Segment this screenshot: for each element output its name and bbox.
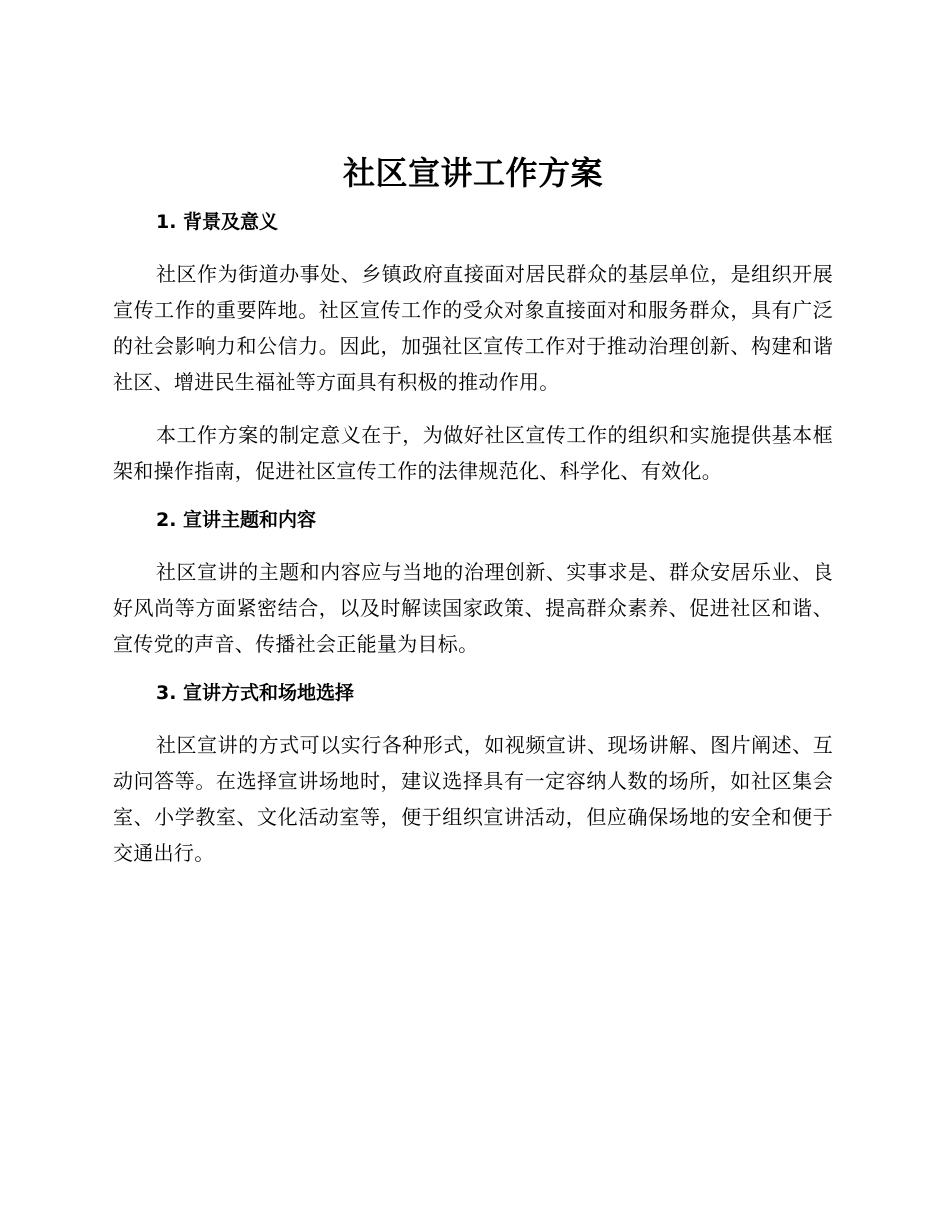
section-heading: 3. 宣讲方式和场地选择 — [156, 682, 355, 704]
paragraph: 社区宣讲的主题和内容应与当地的治理创新、实事求是、群众安居乐业、良好风尚等方面紧密结合，以及时解读国家政策、提高群众素养、促进社区和谐、宣传党的声音、传播社会正能量为目标。 — [113, 560, 833, 656]
paragraph: 本工作方案的制定意义在于，为做好社区宣传工作的组织和实施提供基本框架和操作指南，促进社区宣传工作的法律规范化、科学化、有效化。 — [113, 423, 833, 483]
document-page — [113, 148, 833, 878]
section-method-venue — [113, 669, 833, 878]
paragraph: 社区宣讲的方式可以实行各种形式，如视频宣讲、现场讲解、图片阐述、互动问答等。在选择宣讲场地时，建议选择具有一定容纳人数的场所，如社区集会室、小学教室、文化活动室等，便于组织宣讲活动，但应确保场地的安全和便于交通出行。 — [113, 733, 833, 865]
section-heading: 2. 宣讲主题和内容 — [156, 509, 317, 531]
section-topic-content — [113, 496, 833, 669]
section-background — [113, 198, 833, 496]
section-heading: 1. 背景及意义 — [156, 211, 279, 233]
paragraph: 社区作为街道办事处、乡镇政府直接面对居民群众的基层单位，是组织开展宣传工作的重要阵地。社区宣传工作的受众对象直接面对和服务群众，具有广泛的社会影响力和公信力。因此，加强社区宣传工作对于推动治理创新、构建和谐社区、增进民生福祉等方面具有积极的推动作用。 — [113, 262, 833, 394]
document-title: 社区宣讲工作方案 — [342, 154, 603, 192]
